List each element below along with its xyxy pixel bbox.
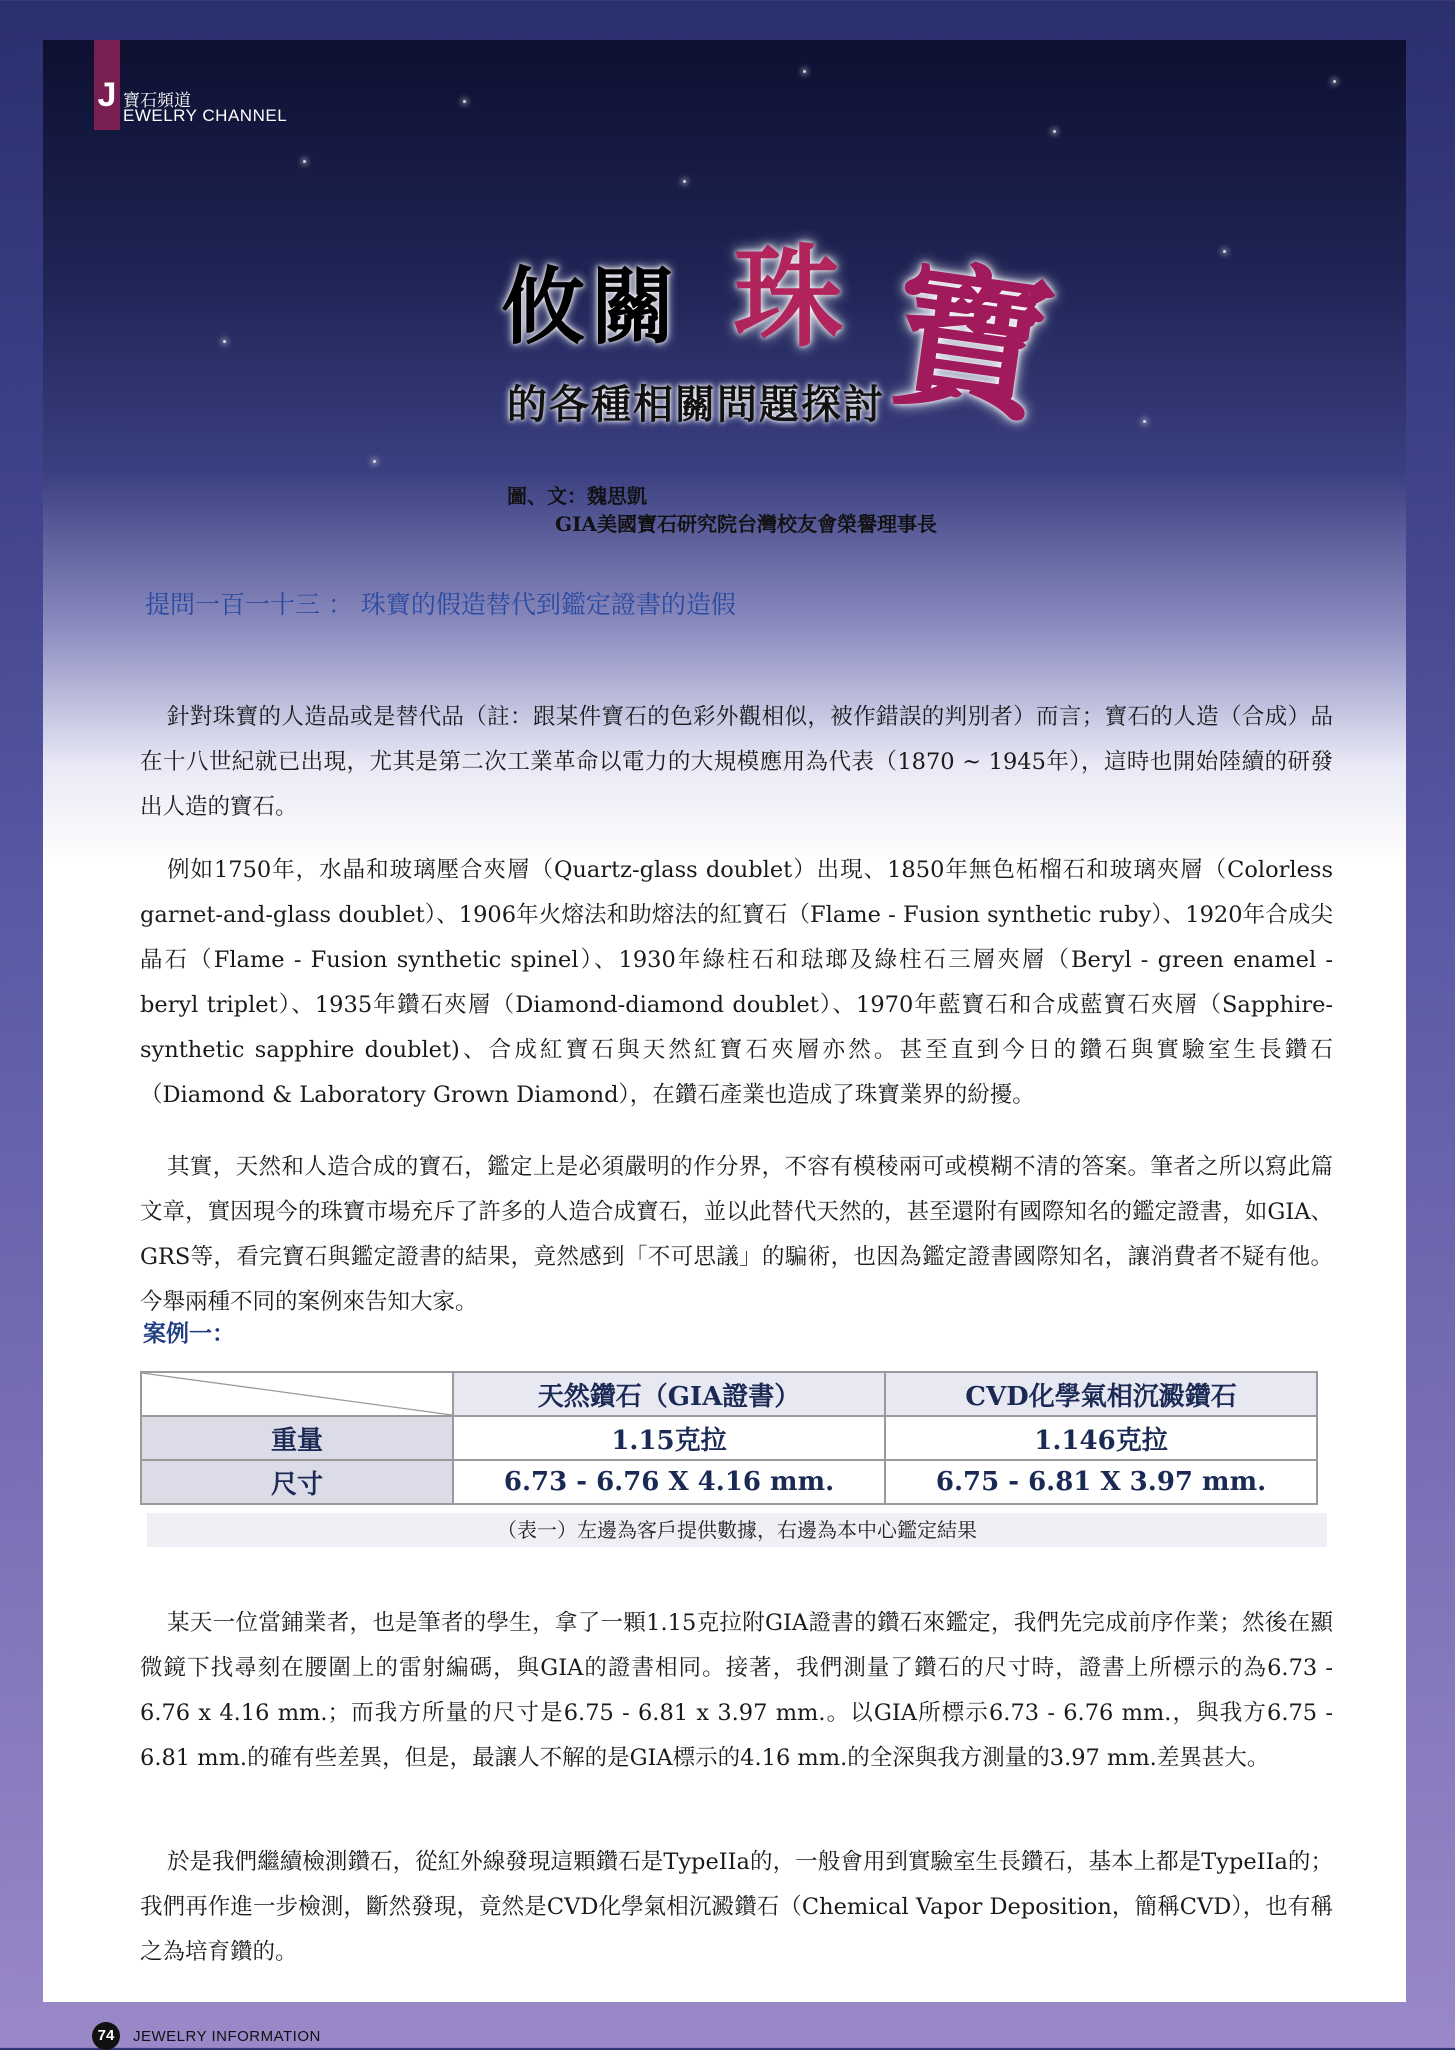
- title-part-3: 寶: [878, 238, 1064, 448]
- table-header-natural: 天然鑽石（GIA證書）: [453, 1372, 885, 1416]
- article-subtitle: 的各種相關問題探討: [507, 381, 885, 428]
- diagonal-line: [142, 1373, 452, 1415]
- paragraph-1: 針對珠寶的人造品或是替代品（註：跟某件寶石的色彩外觀相似，被作錯誤的判別者）而言；寶石的人造（合成）品在十八世紀就已出現，尤其是第二次工業革命以電力的大規模應用為代表（1870 ~ 1945年），這時也開始陸續的研發出人造的寶石。: [140, 703, 1333, 820]
- star-decoration: [803, 70, 806, 73]
- star-decoration: [373, 460, 376, 463]
- star-decoration: [683, 180, 686, 183]
- paragraph-5: 於是我們繼續檢測鑽石，從紅外線發現這顆鑽石是TypeIIa的，一般會用到實驗室生長鑽石，基本上都是TypeIIa的；我們再作進一步檢測，斷然發現，竟然是CVD化學氣相沉澱鑽石（Chemical Vapor Deposition，簡稱CVD），也有稱之為培育鑽的。: [140, 1848, 1333, 1965]
- paragraph-2: 例如1750年，水晶和玻璃壓合夾層（Quartz-glass doublet）出現、1850年無色柘榴石和玻璃夾層（Colorless garnet-and-glass doublet）、1906年火熔法和助熔法的紅寶石（Flame - Fusion synthetic ruby）、1920年合成尖晶石（Flame - Fusion synthetic spinel）、1930年綠柱石和琺瑯及綠柱石三層夾層（Beryl - green enamel - beryl triplet）、1935年鑽石夾層（Diamond-diamond doublet）、1970年藍寶石和合成藍寶石夾層（Sapphire-synthetic sapphire doublet)、合成紅寶石與天然紅寶石夾層亦然。甚至直到今日的鑽石與實驗室生長鑽石（Diamond & Laboratory Grown Diamond），在鑽石產業也造成了珠寶業界的紛擾。: [140, 856, 1333, 1108]
- comparison-table: [140, 1371, 1318, 1505]
- table-row: [141, 1460, 1317, 1504]
- table-cell: 6.75 - 6.81 X 3.97 mm.: [885, 1460, 1317, 1504]
- channel-name-zh: 寶石頻道: [123, 91, 191, 111]
- table-cell: 1.146克拉: [885, 1416, 1317, 1460]
- channel-name-en: EWELRY CHANNEL: [123, 106, 288, 125]
- star-decoration: [1143, 420, 1146, 423]
- table-header-cvd: CVD化學氣相沉澱鑽石: [885, 1372, 1317, 1416]
- table-row-label: 尺寸: [141, 1460, 453, 1504]
- star-decoration: [303, 160, 306, 163]
- title-part-2: 珠: [733, 233, 843, 362]
- star-decoration: [1333, 80, 1336, 83]
- question-heading: 提問一百一十三 ： 珠寶的假造替代到鑑定證書的造假: [145, 590, 736, 619]
- star-decoration: [223, 340, 226, 343]
- star-decoration: [1053, 130, 1056, 133]
- table-cell: 6.73 - 6.76 X 4.16 mm.: [453, 1460, 885, 1504]
- publication-name: JEWELRY INFORMATION: [133, 2028, 321, 2045]
- table-cell: 1.15克拉: [453, 1416, 885, 1460]
- table-corner-cell: [141, 1372, 453, 1416]
- byline-author: 圖、文：魏思凱: [507, 484, 647, 508]
- page-number: 74: [92, 2022, 120, 2050]
- magazine-page: [43, 40, 1406, 2045]
- paragraph-4: 某天一位當鋪業者，也是筆者的學生，拿了一顆1.15克拉附GIA證書的鑽石來鑑定，我們先完成前序作業；然後在顯微鏡下找尋刻在腰圍上的雷射編碼，與GIA的證書相同。接著，我們測量了鑽石的尺寸時，證書上所標示的為6.73 - 6.76 x 4.16 mm.；而我方所量的尺寸是6.75 - 6.81 x 3.97 mm.。以GIA所標示6.73 - 6.76 mm.，與我方6.75 - 6.81 mm.的確有些差異，但是，最讓人不解的是GIA標示的4.16 mm.的全深與我方測量的3.97 mm.差異甚大。: [140, 1609, 1333, 1771]
- star-decoration: [463, 100, 466, 103]
- byline-affiliation: GIA美國寶石研究院台灣校友會榮譽理事長: [555, 512, 937, 536]
- table-row-label: 重量: [141, 1416, 453, 1460]
- title-part-1: 攸關: [501, 257, 682, 356]
- star-decoration: [1223, 250, 1226, 253]
- case-label: 案例一：: [143, 1320, 235, 1347]
- section-tab-letter: J: [97, 76, 117, 114]
- table-caption: （表一）左邊為客戶提供數據，右邊為本中心鑑定結果: [147, 1513, 1327, 1547]
- table-row: [141, 1416, 1317, 1460]
- paragraph-3: 其實，天然和人造合成的寶石，鑑定上是必須嚴明的作分界，不容有模稜兩可或模糊不清的答案。筆者之所以寫此篇文章，實因現今的珠寶市場充斥了許多的人造合成寶石，並以此替代天然的，甚至還附有國際知名的鑑定證書，如GIA、GRS等，看完寶石與鑑定證書的結果，竟然感到「不可思議」的騙術，也因為鑑定證書國際知名，讓消費者不疑有他。今舉兩種不同的案例來告知大家。: [140, 1153, 1333, 1315]
- table-header-row: [141, 1372, 1317, 1416]
